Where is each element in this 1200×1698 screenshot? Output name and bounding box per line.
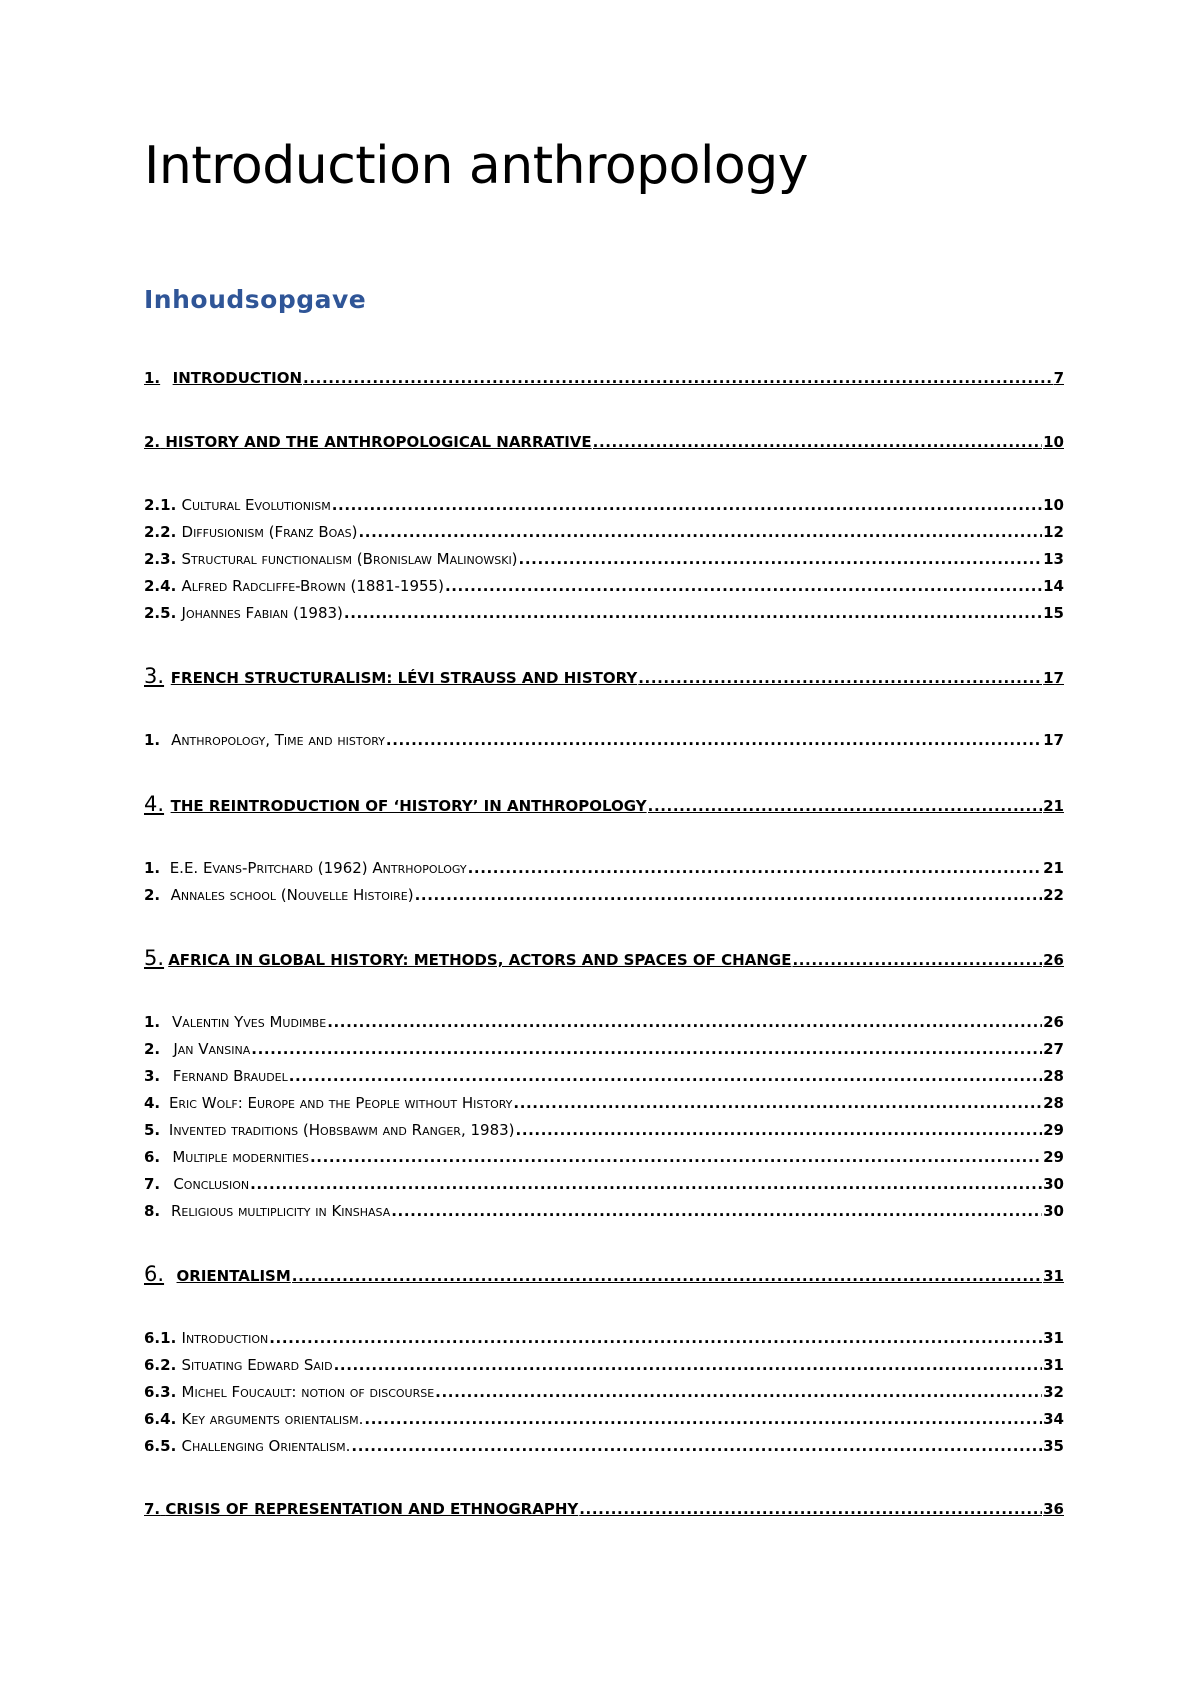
- toc-entry-label: Conclusion: [173, 1175, 250, 1193]
- toc-entry-page: 31: [1043, 1329, 1064, 1347]
- toc-entry-invented-traditions[interactable]: [144, 1121, 1064, 1139]
- toc-entry-foucault[interactable]: [144, 1383, 1064, 1401]
- toc-entry-africa-global-history[interactable]: [144, 946, 1064, 970]
- dot-leader: [435, 1383, 1042, 1401]
- dot-leader: [334, 1356, 1043, 1374]
- toc-entry-label: FRENCH STRUCTURALISM: LÉVI STRAUSS AND HISTORY: [170, 669, 638, 687]
- toc-entry-label: AFRICA IN GLOBAL HISTORY: METHODS, ACTORS AND SPACES OF CHANGE: [168, 951, 792, 969]
- toc-entry-eric-wolf[interactable]: [144, 1094, 1064, 1112]
- toc-entry-label: CRISIS OF REPRESENTATION AND ETHNOGRAPHY: [165, 1500, 579, 1518]
- toc-entry-conclusion[interactable]: [144, 1175, 1064, 1193]
- dot-leader: [292, 1267, 1042, 1285]
- toc-entry-page: 30: [1043, 1202, 1064, 1220]
- toc-entry-label: Cultural Evolutionism: [181, 496, 331, 514]
- toc-entry-page: 12: [1043, 523, 1064, 541]
- toc-entry-label: Religious multiplicity in Kinshasa: [170, 1202, 391, 1220]
- toc-entry-evans-pritchard[interactable]: [144, 859, 1064, 877]
- dot-leader: [513, 1094, 1042, 1112]
- toc-entry-label: E.E. Evans-Pritchard (1962) Antrhopology: [169, 859, 467, 877]
- toc-entry-page: 14: [1043, 577, 1064, 595]
- dot-leader: [358, 523, 1042, 541]
- toc-entry-page: 22: [1043, 886, 1064, 904]
- toc-entry-introduction[interactable]: [144, 369, 1064, 387]
- dot-leader: [289, 1067, 1042, 1085]
- toc-entry-page: 30: [1043, 1175, 1064, 1193]
- toc-entry-multiple-modernities[interactable]: [144, 1148, 1064, 1166]
- dot-leader: [792, 951, 1042, 969]
- toc-entry-number: 2.: [144, 1040, 161, 1058]
- toc-entry-label: Eric Wolf: Europe and the People without History: [168, 1094, 513, 1112]
- toc-entry-number: 1.: [144, 859, 161, 877]
- toc-entry-page: 21: [1043, 859, 1064, 877]
- toc-entry-cultural-evolutionism[interactable]: [144, 496, 1064, 514]
- toc-entry-number: 5.: [144, 946, 165, 970]
- toc-entry-page: 10: [1043, 433, 1064, 451]
- dot-leader: [332, 496, 1042, 514]
- toc-entry-page: 26: [1043, 951, 1064, 969]
- toc-entry-number: 6.5.: [144, 1437, 177, 1455]
- toc-entry-number: 1.: [144, 1013, 161, 1031]
- toc-entry-label: INTRODUCTION: [172, 369, 303, 387]
- toc-entry-label: ORIENTALISM: [176, 1267, 291, 1285]
- dot-leader: [327, 1013, 1042, 1031]
- dot-leader: [269, 1329, 1042, 1347]
- toc-entry-page: 28: [1043, 1094, 1064, 1112]
- toc-entry-label: Michel Foucault: notion of discourse: [181, 1383, 435, 1401]
- toc-entry-history-narrative[interactable]: [144, 433, 1064, 451]
- toc-entry-number: 6.2.: [144, 1356, 177, 1374]
- toc-entry-page: 13: [1043, 550, 1064, 568]
- toc-entry-label: Jan Vansina: [173, 1040, 251, 1058]
- toc-entry-number: 6.3.: [144, 1383, 177, 1401]
- toc-entry-label: Invented traditions (Hobsbawm and Ranger, 1983): [168, 1121, 515, 1139]
- toc-entry-diffusionism[interactable]: [144, 523, 1064, 541]
- toc-entry-label: Diffusionism (Franz Boas): [181, 523, 358, 541]
- toc-entry-number: 2.2.: [144, 523, 177, 541]
- toc-entry-label: Structural functionalism (Bronislaw Malinowski): [181, 550, 518, 568]
- toc-entry-number: 5.: [144, 1121, 161, 1139]
- toc-entry-number: 1.: [144, 369, 161, 387]
- toc-entry-number: 6.: [144, 1262, 165, 1286]
- dot-leader: [638, 669, 1042, 687]
- toc-entry-number: 4.: [144, 1094, 161, 1112]
- toc-entry-number: 2.3.: [144, 550, 177, 568]
- toc-entry-page: 21: [1043, 797, 1064, 815]
- toc-entry-label: Multiple modernities: [172, 1148, 309, 1166]
- toc-entry-page: 15: [1043, 604, 1064, 622]
- toc-entry-number: 2.1.: [144, 496, 177, 514]
- toc-entry-radcliffe-brown[interactable]: [144, 577, 1064, 595]
- dot-leader: [351, 1437, 1042, 1455]
- toc-entry-key-arguments[interactable]: [144, 1410, 1064, 1428]
- toc-entry-page: 29: [1043, 1121, 1064, 1139]
- dot-leader: [251, 1040, 1042, 1058]
- table-of-contents: [144, 0, 1064, 1698]
- toc-entry-label: Situating Edward Said: [181, 1356, 333, 1374]
- toc-entry-label: HISTORY AND THE ANTHROPOLOGICAL NARRATIVE: [165, 433, 592, 451]
- toc-entry-number: 2.4.: [144, 577, 177, 595]
- toc-entry-label: Key arguments orientalism.: [181, 1410, 364, 1428]
- dot-leader: [648, 797, 1042, 815]
- toc-entry-label: Alfred Radcliffe-Brown (1881-1955): [181, 577, 444, 595]
- toc-entry-number: 3.: [144, 1067, 161, 1085]
- toc-entry-structural-functionalism[interactable]: [144, 550, 1064, 568]
- toc-entry-anthropology-time-history[interactable]: [144, 731, 1064, 749]
- toc-entry-number: 3.: [144, 664, 165, 688]
- dot-leader: [391, 1202, 1042, 1220]
- toc-entry-number: 7.: [144, 1175, 161, 1193]
- toc-entry-number: 2.5.: [144, 604, 177, 622]
- dot-leader: [344, 604, 1042, 622]
- toc-entry-mudimbe[interactable]: [144, 1013, 1064, 1031]
- dot-leader: [593, 433, 1042, 451]
- toc-entry-fabian[interactable]: [144, 604, 1064, 622]
- dot-leader: [364, 1410, 1042, 1428]
- toc-entry-label: Anthropology, Time and history: [171, 731, 385, 749]
- toc-entry-label: Challenging Orientalism.: [181, 1437, 351, 1455]
- toc-entry-french-structuralism[interactable]: [144, 664, 1064, 688]
- dot-leader: [310, 1148, 1042, 1166]
- dot-leader: [415, 886, 1043, 904]
- dot-leader: [468, 859, 1043, 877]
- toc-entry-page: 36: [1043, 1500, 1064, 1518]
- toc-entry-number: 6.4.: [144, 1410, 177, 1428]
- toc-entry-page: 31: [1043, 1267, 1064, 1285]
- toc-entry-number: 6.1.: [144, 1329, 177, 1347]
- dot-leader: [303, 369, 1053, 387]
- dot-leader: [516, 1121, 1043, 1139]
- toc-entry-page: 10: [1043, 496, 1064, 514]
- toc-entry-label: Fernand Braudel: [172, 1067, 288, 1085]
- toc-entry-page: 32: [1043, 1383, 1064, 1401]
- toc-entry-page: 26: [1043, 1013, 1064, 1031]
- toc-entry-challenging-orientalism[interactable]: [144, 1437, 1064, 1455]
- toc-entry-vansina[interactable]: [144, 1040, 1064, 1058]
- toc-entry-page: 31: [1043, 1356, 1064, 1374]
- document-title: Introduction anthropology: [144, 136, 809, 196]
- toc-entry-page: 29: [1043, 1148, 1064, 1166]
- dot-leader: [579, 1500, 1042, 1518]
- toc-entry-reintroduction-history[interactable]: [144, 792, 1064, 816]
- toc-entry-crisis-representation[interactable]: [144, 1500, 1064, 1518]
- toc-entry-page: 7: [1053, 369, 1064, 387]
- toc-entry-label: Valentin Yves Mudimbe: [172, 1013, 327, 1031]
- toc-entry-label: Introduction: [181, 1329, 269, 1347]
- dot-leader: [445, 577, 1042, 595]
- toc-entry-page: 28: [1043, 1067, 1064, 1085]
- toc-entry-label: THE REINTRODUCTION OF ‘HISTORY’ IN ANTHROPOLOGY: [170, 797, 647, 815]
- toc-entry-page: 34: [1043, 1410, 1064, 1428]
- toc-entry-number: 1.: [144, 731, 161, 749]
- toc-entry-number: 7.: [144, 1500, 161, 1518]
- toc-entry-page: 35: [1043, 1437, 1064, 1455]
- toc-entry-page: 17: [1043, 731, 1064, 749]
- dot-leader: [519, 550, 1043, 568]
- toc-entry-number: 2.: [144, 433, 161, 451]
- dot-leader: [386, 731, 1042, 749]
- toc-entry-number: 6.: [144, 1148, 161, 1166]
- toc-entry-label: Annales school (Nouvelle Histoire): [170, 886, 414, 904]
- toc-entry-orientalism-introduction[interactable]: [144, 1329, 1064, 1347]
- toc-entry-orientalism[interactable]: [144, 1262, 1064, 1286]
- dot-leader: [250, 1175, 1042, 1193]
- toc-entry-page: 27: [1043, 1040, 1064, 1058]
- toc-entry-page: 17: [1043, 669, 1064, 687]
- toc-entry-number: 2.: [144, 886, 161, 904]
- toc-entry-religious-multiplicity[interactable]: [144, 1202, 1064, 1220]
- toc-entry-edward-said[interactable]: [144, 1356, 1064, 1374]
- toc-entry-number: 4.: [144, 792, 165, 816]
- toc-entry-braudel[interactable]: [144, 1067, 1064, 1085]
- toc-entry-label: Johannes Fabian (1983): [181, 604, 343, 622]
- toc-heading: Inhoudsopgave: [144, 285, 367, 314]
- toc-entry-number: 8.: [144, 1202, 161, 1220]
- toc-entry-annales-school[interactable]: [144, 886, 1064, 904]
